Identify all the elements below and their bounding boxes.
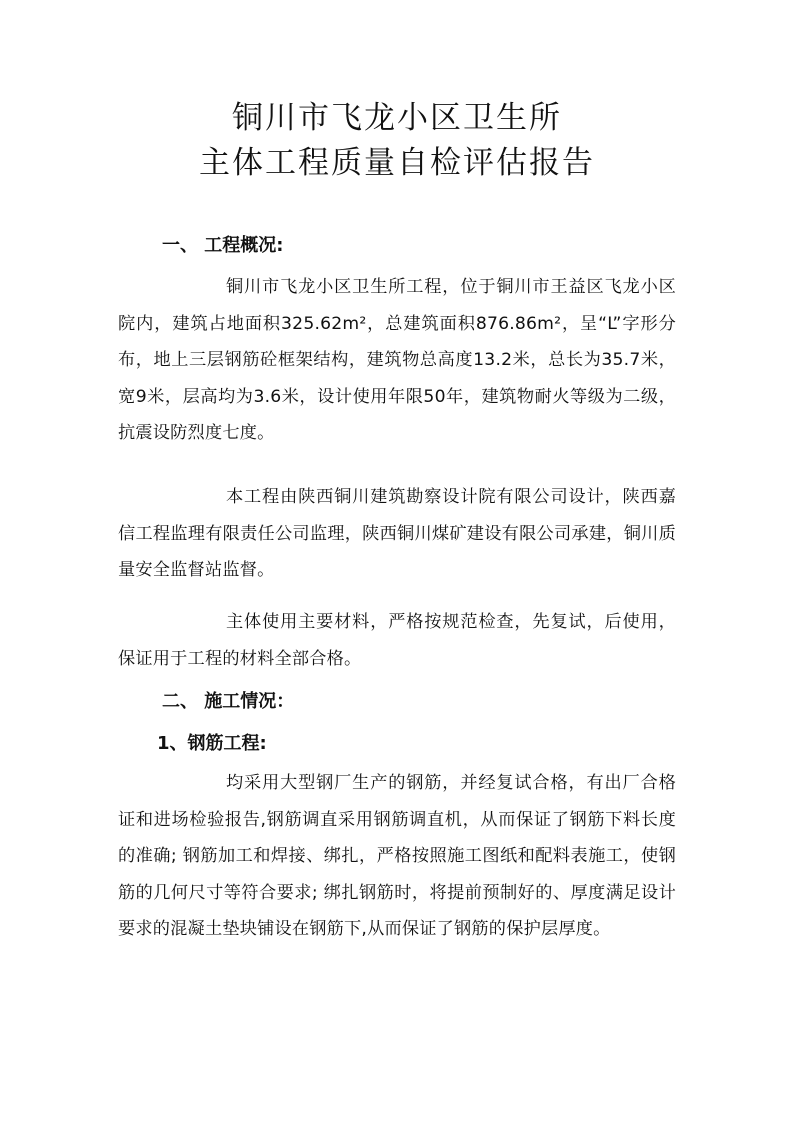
- section1-paragraph-materials: 主体使用主要材料，严格按规范检查，先复试，后使用，保证用于工程的材料全部合格。: [118, 612, 676, 669]
- document-title-line2: 主体工程质量自检评估报告: [199, 145, 595, 181]
- document-title-line1: 铜川市飞龙小区卫生所: [232, 100, 562, 136]
- subsection-rebar-paragraph: 均采用大型钢厂生产的钢筋，并经复试合格，有出厂合格证和进场检验报告,钢筋调直采用钢筋调直机，从而保证了钢筋下料长度的准确; 钢筋加工和焊接、绑扎，严格按照施工图纸和配料表施工，使钢筋的几何尺寸等符合要求; 绑扎钢筋时，将提前预制好的、厚度满足设计要求的混凝土垫块铺设在钢筋下,从而保证了钢筋的保护层厚度。: [118, 773, 676, 939]
- section1-heading: 一、 工程概况:: [162, 235, 284, 256]
- section2-heading: 二、 施工情况：: [162, 691, 295, 712]
- section1-paragraph-parties: 本工程由陕西铜川建筑勘察设计院有限公司设计，陕西嘉信工程监理有限责任公司监理，陕西铜川煤矿建设有限公司承建，铜川质量安全监督站监督。: [118, 487, 676, 580]
- subsection-rebar-heading: 1、钢筋工程:: [157, 733, 267, 754]
- section1-paragraph-overview: 铜川市飞龙小区卫生所工程，位于铜川市王益区飞龙小区院内，建筑占地面积325.62m²，总建筑面积876.86m²，呈“L”字形分布，地上三层钢筋砼框架结构，建筑物总高度13.2米，总长为35.7米，宽9米，层高均为3.6米，设计使用年限50年，建筑物耐火等级为二级，抗震设防烈度七度。: [118, 277, 676, 443]
